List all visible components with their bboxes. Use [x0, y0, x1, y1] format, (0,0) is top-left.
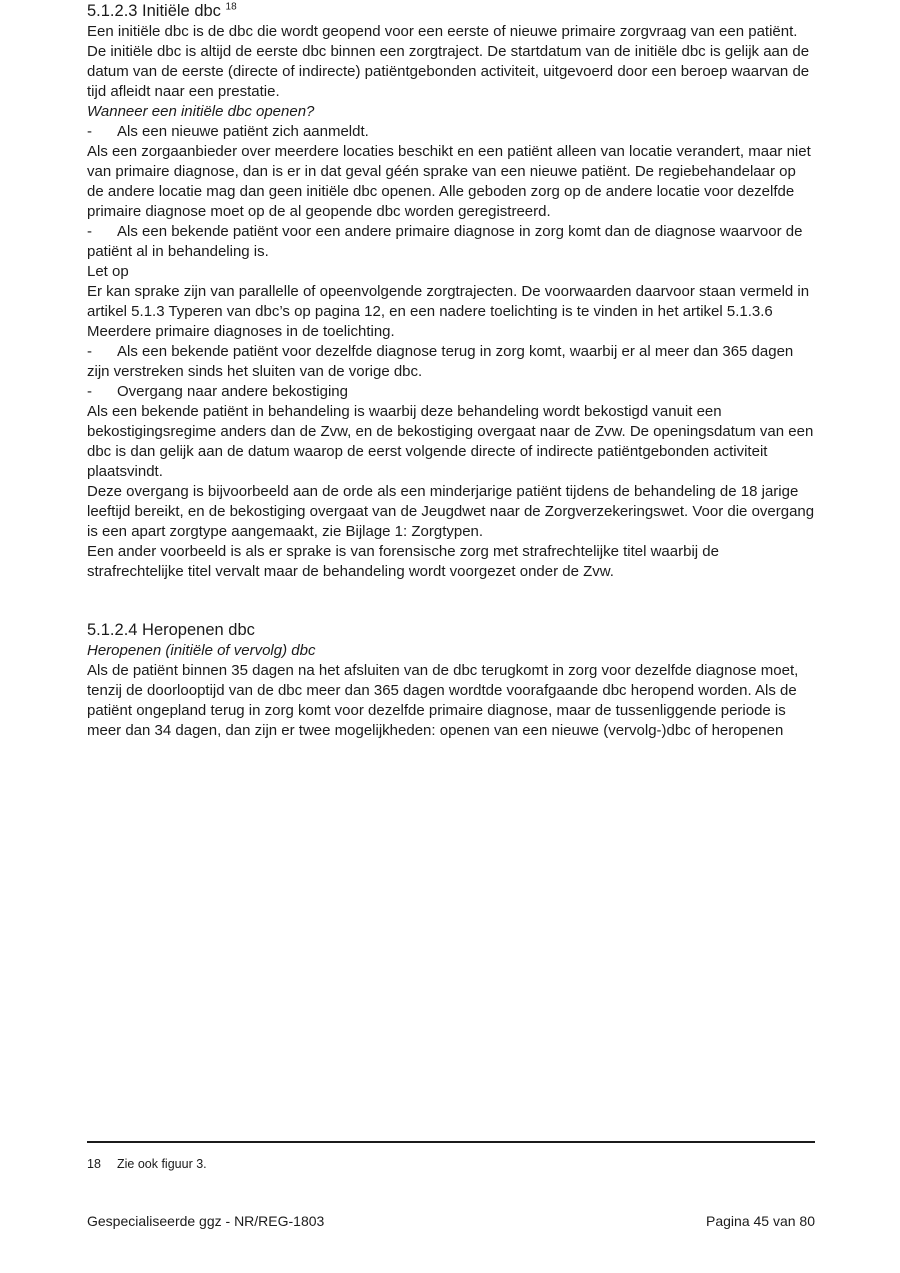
- footnote-area: [87, 1141, 815, 1184]
- section-heading-heropenen-dbc: 5.1.2.4 Heropenen dbc: [87, 621, 255, 639]
- bullet-dash: -: [87, 223, 92, 240]
- paragraph-initiele-intro: Een initiële dbc is de dbc die wordt geopend voor een eerste of nieuwe primaire zorgvraag van een patiënt. De initiële dbc is altijd de eerste dbc binnen een zorgtraject. De startdatum van de initiële dbc is gelijk aan de datum van de eerste (directe of indirecte) patiëntgebonden activiteit, uitgevoerd door een beroep waarvan de tijd afleidt naar een prestatie.: [87, 23, 810, 100]
- note-label: Let op: [87, 263, 129, 280]
- bullet-dash: -: [87, 123, 92, 140]
- bullet-item-nieuwe-patient: [87, 122, 815, 142]
- section-heading-text: 5.1.2.3 Initiële dbc: [87, 2, 221, 20]
- paragraph-forensische-zorg: Een ander voorbeeld is als er sprake is van forensische zorg met strafrechtelijke titel waarbij de strafrechtelijke titel vervalt maar de behandeling wordt voorgezet onder de Zvw.: [87, 543, 719, 580]
- bullet-text: Als een bekende patiënt voor een andere primaire diagnose in zorg komt dan de diagnose waarvoor de patiënt al in behandeling is.: [87, 223, 803, 260]
- paragraph-locaties: Als een zorgaanbieder over meerdere locaties beschikt en een patiënt alleen van locatie verandert, maar niet van primaire diagnose, dan is er in dat geval géén sprake van een nieuwe patiënt. De regiebehandelaar op de andere locatie mag dan geen initiële dbc openen. Alle geboden zorg op de andere locatie voor dezelfde primaire diagnose moet op de al geopende dbc worden geregistreerd.: [87, 143, 811, 220]
- footnote-text: Zie ook figuur 3.: [117, 1156, 207, 1171]
- bullet-text: Als een nieuwe patiënt zich aanmeldt.: [117, 123, 369, 140]
- bullet-item-overgang-bekostiging: [87, 382, 815, 402]
- footnote-reference: 18: [225, 1, 237, 13]
- bullet-item-andere-diagnose: [87, 222, 815, 262]
- subheading-wanneer-openen: Wanneer een initiële dbc openen?: [87, 103, 315, 120]
- bullet-text: Overgang naar andere bekostiging: [117, 383, 348, 400]
- paragraph-jeugdwet-voorbeeld: Deze overgang is bijvoorbeeld aan de orde als een minderjarige patiënt tijdens de behandeling de 18 jarige leeftijd bereikt, en de bekostiging overgaat van de Jeugdwet naar de Zorgverzekeringswet. Voor die overgang is een apart zorgtype aangemaakt, zie Bijlage 1: Zorgtypen.: [87, 483, 815, 540]
- footnote-number: 18: [87, 1156, 101, 1171]
- footnote: [87, 1156, 815, 1172]
- section-heading-initiele-dbc: [87, 0, 815, 22]
- paragraph-parallelle-zorgtrajecten: Er kan sprake zijn van parallelle of opeenvolgende zorgtrajecten. De voorwaarden daarvoor staan vermeld in artikel 5.1.3 Typeren van dbc’s op pagina 12, en een nadere toelichting is te vinden in het artikel 5.1.3.6 Meerdere primaire diagnoses in de toelichting.: [87, 283, 810, 340]
- paragraph-bekostigingsregime: Als een bekende patiënt in behandeling is waarbij deze behandeling wordt bekostigd vanuit een bekostigingsregime anders dan de Zvw, en de bekostiging overgaat naar de Zvw. De openingsdatum van een dbc is dan gelijk aan de datum waarop de eerst volgende directe of indirecte patiëntgebonden activiteit plaatsvindt.: [87, 403, 814, 480]
- footer-document-title: Gespecialiseerde ggz - NR/REG-1803: [87, 1213, 325, 1229]
- document-body: [87, 0, 815, 741]
- footer-page-number: Pagina 45 van 80: [706, 1213, 815, 1229]
- bullet-dash: -: [87, 343, 92, 360]
- subheading-heropenen: Heropenen (initiële of vervolg) dbc: [87, 642, 316, 659]
- page-footer: [87, 1212, 815, 1230]
- bullet-dash: -: [87, 383, 92, 400]
- paragraph-heropenen: Als de patiënt binnen 35 dagen na het afsluiten van de dbc terugkomt in zorg voor dezelfde diagnose moet, tenzij de doorlooptijd van de dbc meer dan 365 dagen wordtde voorafgaande dbc heropend worden. Als de patiënt ongepland terug in zorg komt voor dezelfde primaire diagnose, maar de tussenliggende periode is meer dan 34 dagen, dan zijn er twee mogelijkheden: openen van een nieuwe (vervolg-)dbc of heropenen: [87, 662, 799, 739]
- footnote-divider: [87, 1141, 815, 1143]
- bullet-text: Als een bekende patiënt voor dezelfde diagnose terug in zorg komt, waarbij er al meer dan 365 dagen zijn verstreken sinds het sluiten van de vorige dbc.: [87, 343, 794, 380]
- bullet-item-terug-365-dagen: [87, 342, 815, 382]
